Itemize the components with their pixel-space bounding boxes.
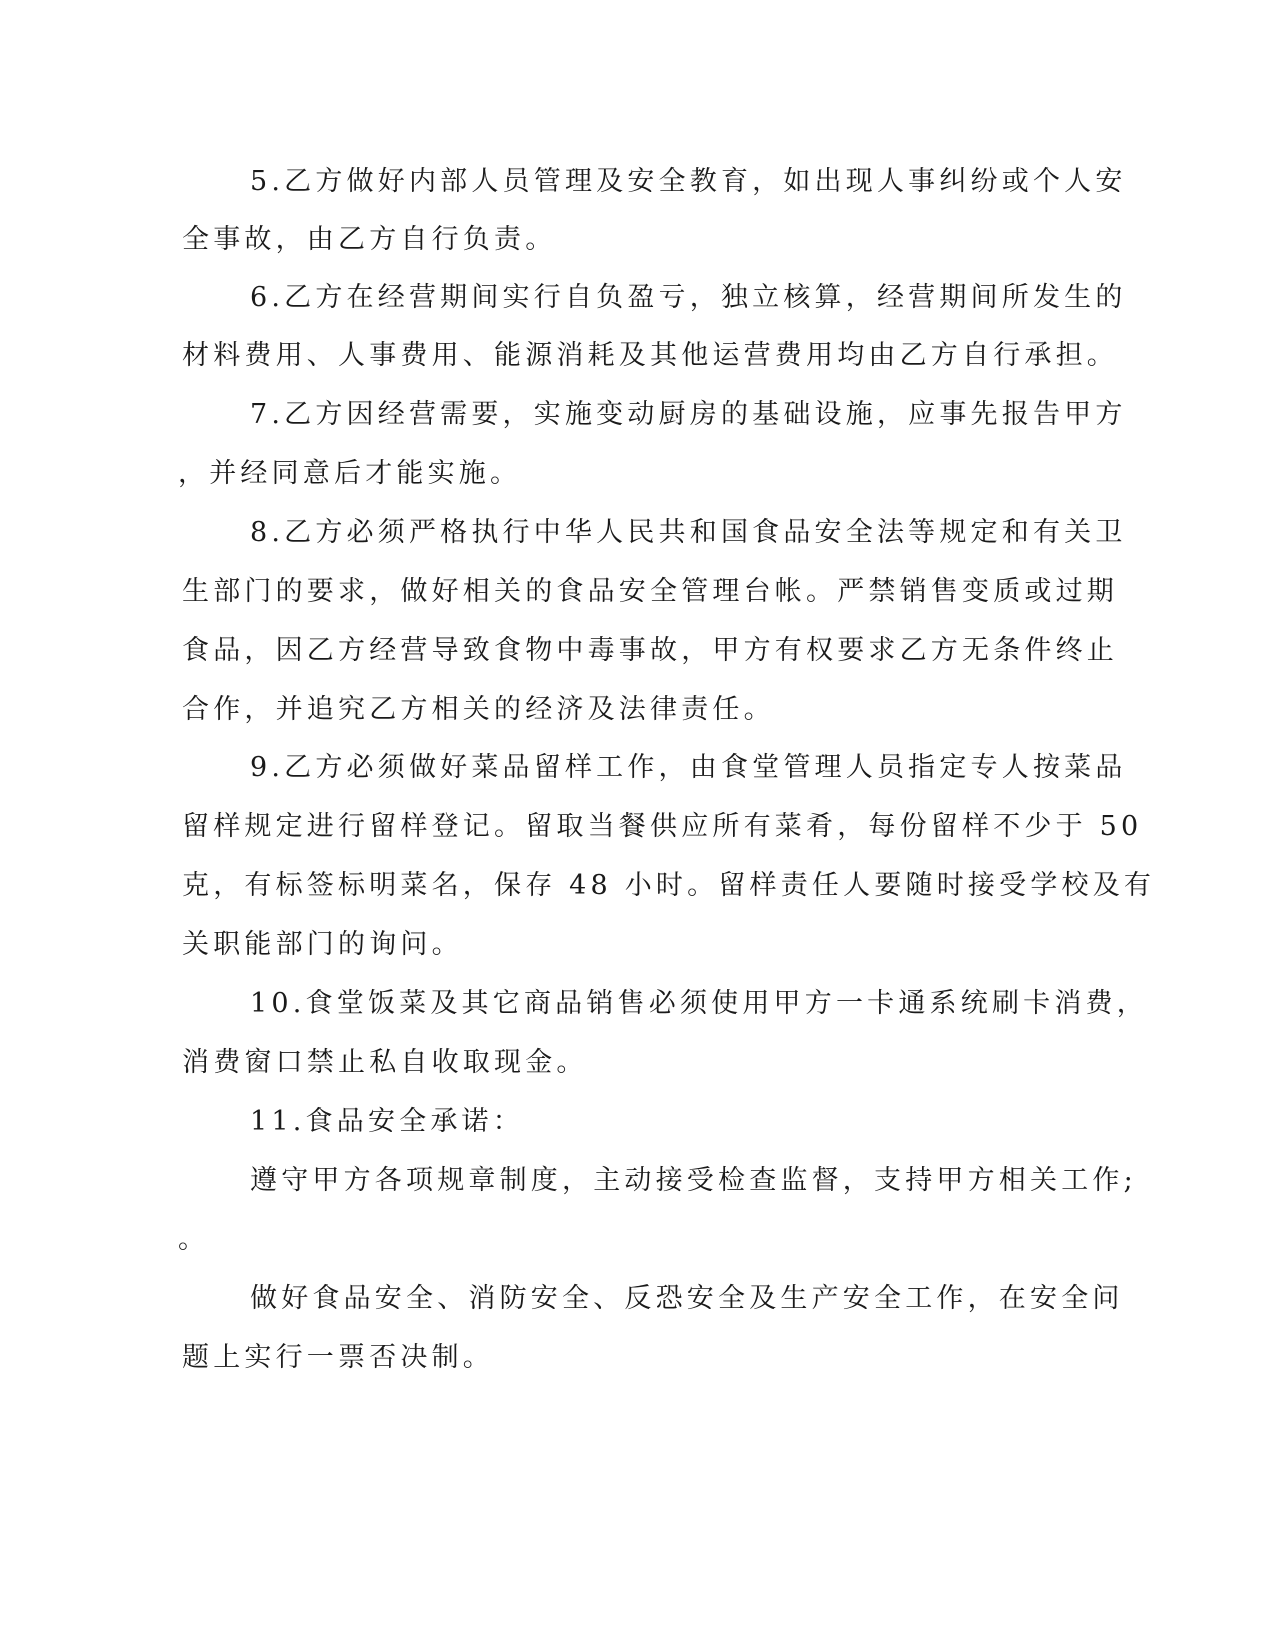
clause-8-line-4: 合作，并追究乙方相关的经济及法律责任。 [182, 694, 775, 725]
clause-8-line-3: 食品，因乙方经营导致食物中毒事故，甲方有权要求乙方无条件终止 [182, 635, 1118, 666]
clause-8-line-2: 生部门的要求，做好相关的食品安全管理台帐。严禁销售变质或过期 [182, 576, 1118, 607]
clause-7-line-1: 7.乙方因经营需要，实施变动厨房的基础设施，应事先报告甲方 [250, 399, 1127, 430]
clause-10-line-1: 10.食堂饭菜及其它商品销售必须使用甲方一卡通系统刷卡消费， [250, 988, 1148, 1019]
clause-8-line-1: 8.乙方必须严格执行中华人民共和国食品安全法等规定和有关卫 [250, 517, 1127, 548]
commitment-2-line-1: 做好食品安全、消防安全、反恐安全及生产安全工作，在安全问 [250, 1283, 1124, 1314]
clause-9-line-4: 关职能部门的询问。 [182, 929, 463, 960]
clause-5-line-1: 5.乙方做好内部人员管理及安全教育，如出现人事纠纷或个人安 [250, 166, 1127, 197]
clause-6-line-2: 材料费用、人事费用、能源消耗及其他运营费用均由乙方自行承担。 [182, 340, 1118, 371]
commitment-2-line-2: 题上实行一票否决制。 [182, 1342, 494, 1373]
clause-9-line-3: 克，有标签标明菜名，保存 48 小时。留样责任人要随时接受学校及有 [182, 870, 1156, 901]
clause-11-heading: 11.食品安全承诺： [250, 1106, 524, 1137]
clause-5-line-2: 全事故，由乙方自行负责。 [182, 224, 557, 255]
commitment-1-line-2: 。 [178, 1224, 210, 1255]
clause-10-line-2: 消费窗口禁止私自收取现金。 [182, 1047, 588, 1078]
clause-6-line-1: 6.乙方在经营期间实行自负盈亏，独立核算，经营期间所发生的 [250, 282, 1127, 313]
commitment-1-line-1: 遵守甲方各项规章制度，主动接受检查监督，支持甲方相关工作; [250, 1165, 1137, 1196]
clause-9-line-1: 9.乙方必须做好菜品留样工作，由食堂管理人员指定专人按菜品 [250, 752, 1127, 783]
clause-9-line-2: 留样规定进行留样登记。留取当餐供应所有菜肴，每份留样不少于 50 [182, 811, 1143, 842]
clause-7-line-2: ，并经同意后才能实施。 [178, 458, 522, 489]
